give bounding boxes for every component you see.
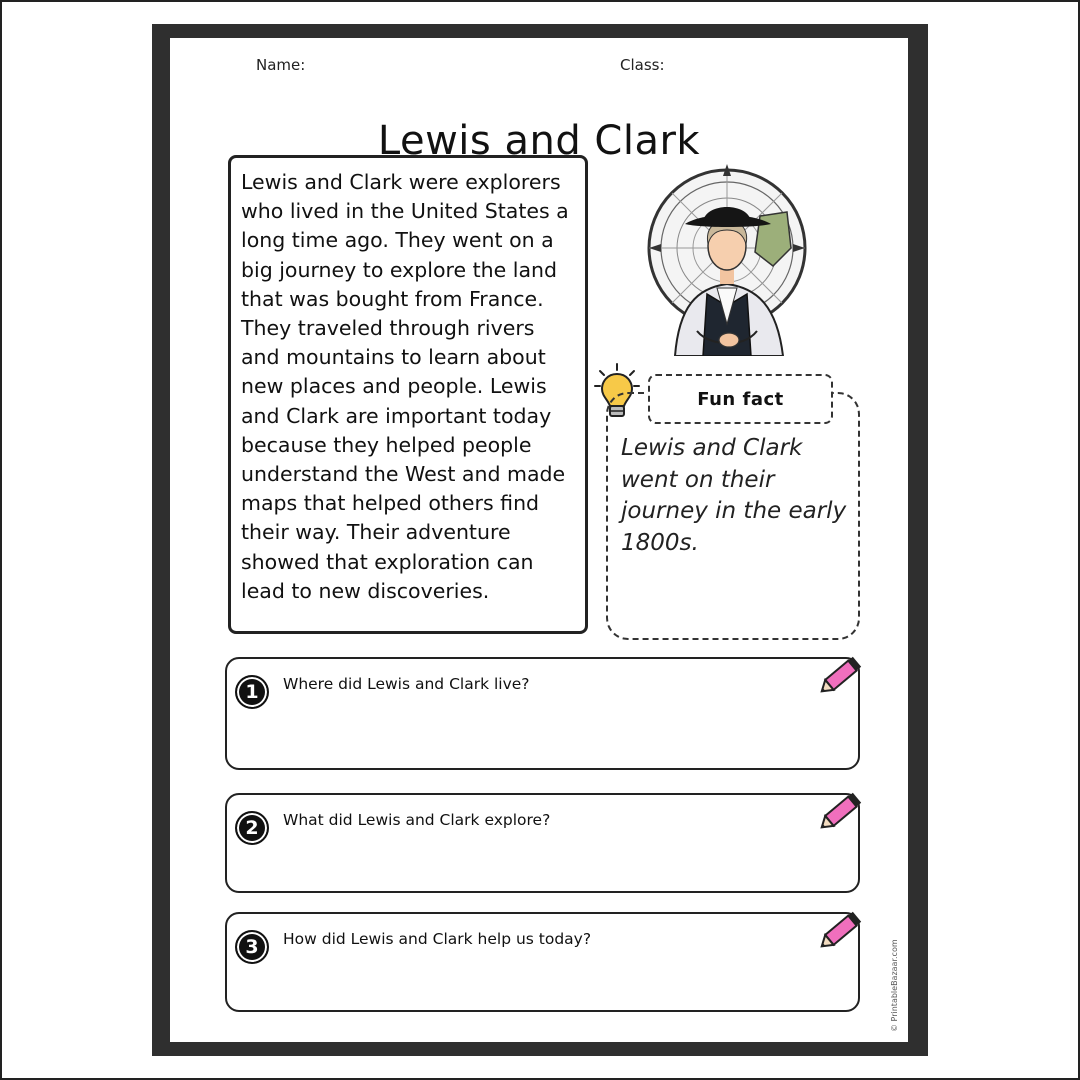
- name-label: Name:: [256, 56, 306, 74]
- portrait-illustration: [645, 156, 810, 356]
- reading-passage-box: [228, 155, 588, 634]
- fun-fact-text: Lewis and Clark went on their journey in the early 1800s.: [621, 435, 847, 556]
- question-3-box[interactable]: [225, 912, 860, 1012]
- question-1-text: Where did Lewis and Clark live?: [283, 675, 530, 693]
- question-1-box[interactable]: [225, 657, 860, 770]
- pencil-icon: [816, 787, 868, 835]
- question-number-2: 2: [235, 811, 269, 845]
- question-number-3: 3: [235, 930, 269, 964]
- page-title: Lewis and Clark: [377, 118, 701, 164]
- copyright-text: © PrintableBazaar.com: [890, 939, 899, 1032]
- question-3-text: How did Lewis and Clark help us today?: [283, 930, 592, 948]
- question-2-box[interactable]: [225, 793, 860, 893]
- class-label: Class:: [620, 56, 665, 74]
- reading-passage: Lewis and Clark were explorers who lived in the United States a long time ago. They went on a big journey to explore the land that was bought from France. They traveled through rivers and mountains to learn about new places and people. Lewis and Clark are important today because they helped people understand the West and made maps that helped others find their way. Their adventure showed that exploration can lead to new discoveries.: [241, 170, 569, 603]
- question-number-1: 1: [235, 675, 269, 709]
- question-2-text: What did Lewis and Clark explore?: [283, 811, 551, 829]
- pencil-icon: [816, 651, 868, 699]
- worksheet: [170, 38, 908, 1042]
- pencil-icon: [816, 906, 868, 954]
- fun-fact-heading: Fun fact: [648, 374, 833, 424]
